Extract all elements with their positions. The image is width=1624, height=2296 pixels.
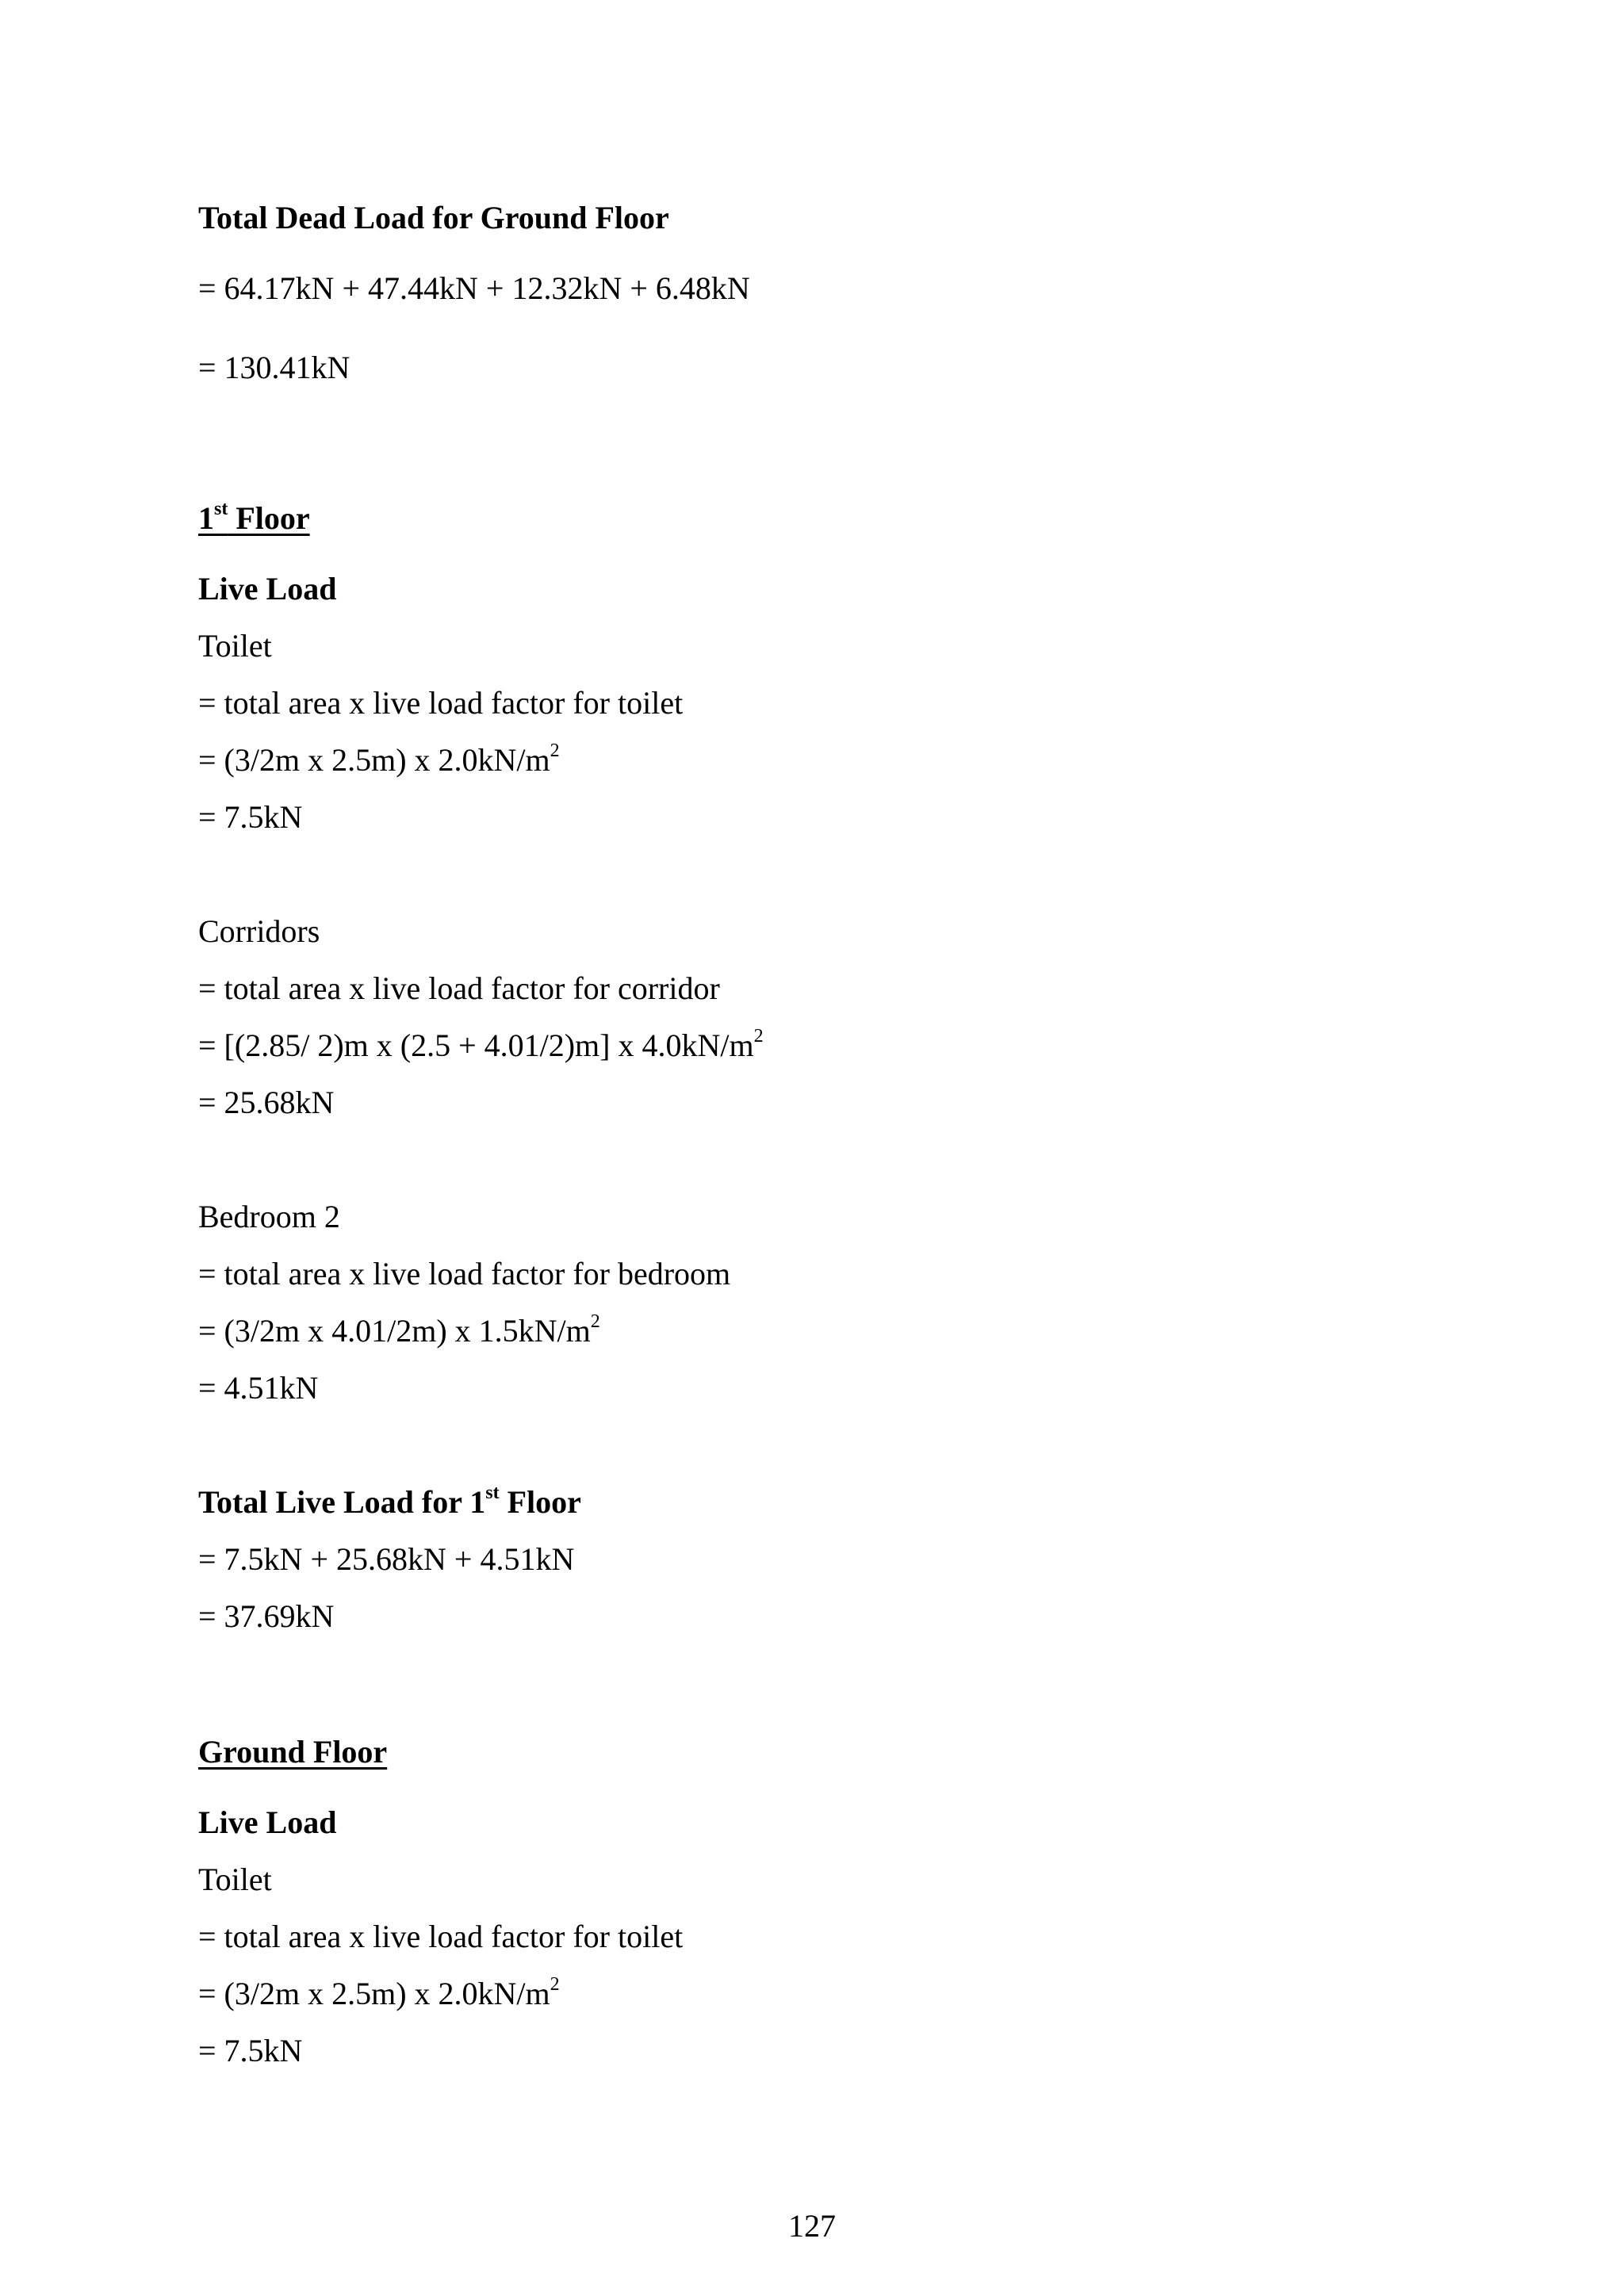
ground-dead-total-result: = 130.41kN: [198, 350, 350, 385]
first-floor-corridors-formula: = total area x live load factor for corridor: [198, 970, 720, 1006]
first-floor-corridors-title: Corridors: [198, 913, 320, 949]
ground-floor-toilet-calc-text: = (3/2m x 2.5m) x 2.0kN/m: [198, 1976, 550, 2011]
first-floor-toilet-calc-exponent: 2: [550, 740, 560, 761]
first-floor-bedroom2-calc: [198, 1312, 600, 1350]
first-floor-corridors-calc-text: = [(2.85/ 2)m x (2.5 + 4.01/2)m] x 4.0kN/m: [198, 1027, 754, 1063]
ground-floor-toilet-calc-exponent: 2: [550, 1973, 560, 1995]
ground-floor-toilet-result: = 7.5kN: [198, 2033, 303, 2068]
ground-floor-toilet-calc: [198, 1975, 560, 2013]
ground-floor-toilet-formula: = total area x live load factor for toilet: [198, 1919, 684, 1954]
first-floor-corridors-result: = 25.68kN: [198, 1085, 335, 1120]
ground-dead-total-heading: Total Dead Load for Ground Floor: [198, 200, 669, 235]
first-floor-total-result: = 37.69kN: [198, 1598, 335, 1634]
first-floor-live-load-heading: Live Load: [198, 571, 337, 607]
page-number: 127: [788, 2208, 836, 2244]
first-floor-bedroom2-result: = 4.51kN: [198, 1370, 319, 1406]
first-floor-total-heading: [198, 1483, 581, 1521]
first-floor-toilet-result: = 7.5kN: [198, 799, 303, 835]
first-floor-toilet-formula: = total area x live load factor for toilet: [198, 685, 684, 721]
first-floor-bedroom2-calc-text: = (3/2m x 4.01/2m) x 1.5kN/m: [198, 1313, 591, 1349]
first-floor-total-heading-suffix: st: [485, 1482, 500, 1503]
first-floor-total-sum: = 7.5kN + 25.68kN + 4.51kN: [198, 1541, 575, 1577]
first-floor-toilet-title: Toilet: [198, 628, 272, 664]
first-floor-corridors-calc: [198, 1027, 764, 1065]
first-floor-heading: [198, 499, 310, 538]
ground-floor-toilet-title: Toilet: [198, 1862, 272, 1897]
first-floor-total-heading-floor: Floor: [499, 1484, 581, 1520]
first-floor-corridors-calc-exponent: 2: [753, 1025, 764, 1047]
first-floor-heading-text: Floor: [228, 500, 310, 536]
first-floor-toilet-calc: [198, 741, 560, 779]
first-floor-total-heading-text: Total Live Load for 1: [198, 1484, 486, 1520]
ground-floor-heading: Ground Floor: [198, 1734, 388, 1770]
first-floor-toilet-calc-text: = (3/2m x 2.5m) x 2.0kN/m: [198, 742, 550, 778]
first-floor-heading-suffix: st: [214, 498, 228, 519]
first-floor-bedroom2-title: Bedroom 2: [198, 1199, 340, 1234]
first-floor-bedroom2-calc-exponent: 2: [590, 1311, 600, 1332]
first-floor-bedroom2-formula: = total area x live load factor for bedroom: [198, 1256, 731, 1292]
ground-floor-live-load-heading: Live Load: [198, 1804, 337, 1840]
first-floor-heading-number: 1: [198, 500, 214, 536]
ground-dead-total-sum: = 64.17kN + 47.44kN + 12.32kN + 6.48kN: [198, 270, 750, 306]
